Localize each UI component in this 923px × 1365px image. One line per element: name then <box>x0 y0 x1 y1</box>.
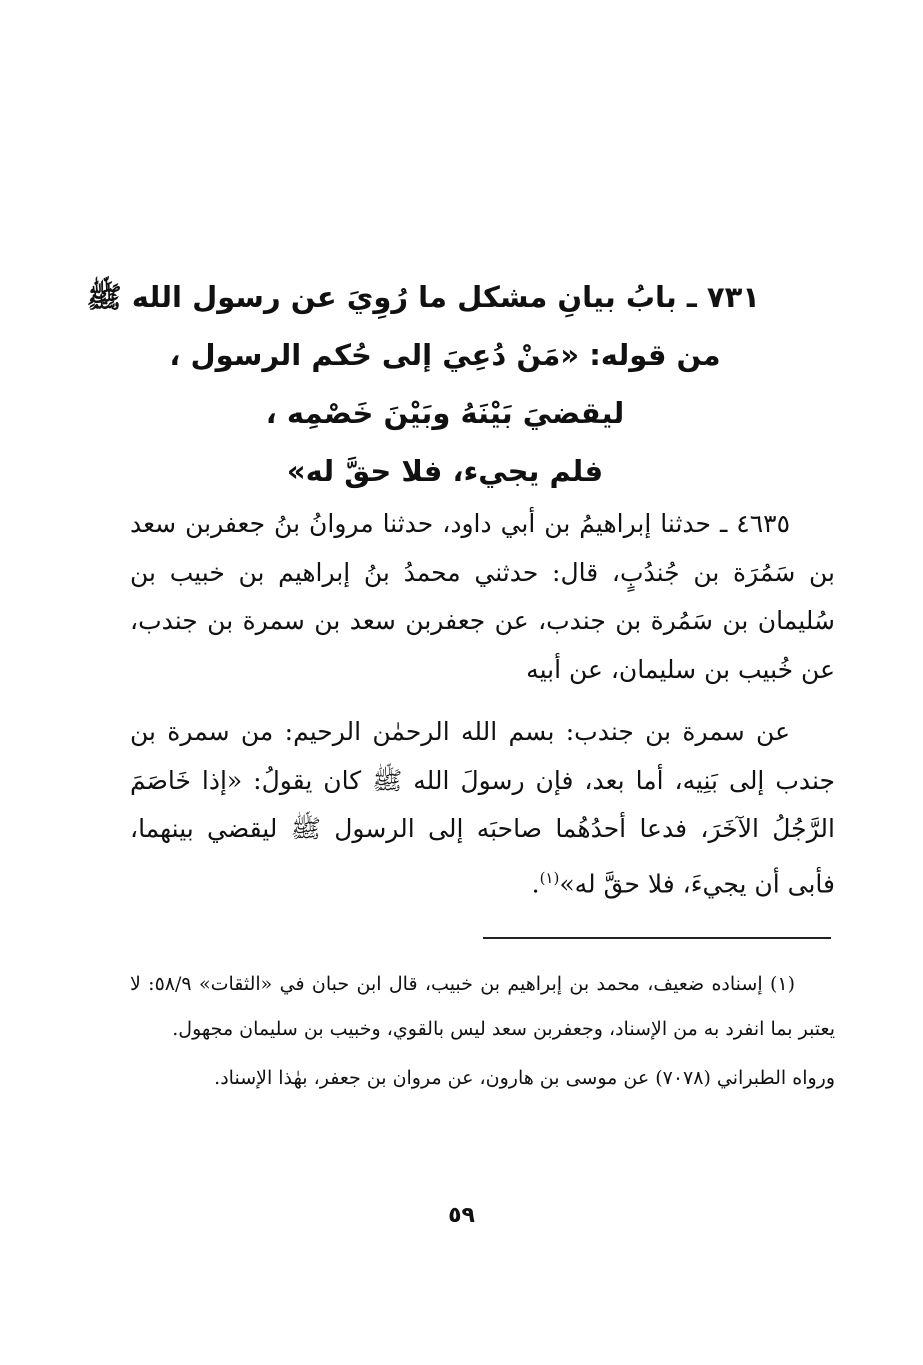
chapter-heading <box>86 268 760 500</box>
footnote-divider <box>483 937 831 939</box>
isnad-text: ٤٦٣٥ ـ حدثنا إبراهيمُ بن أبي داود، حدثنا مروانُ بنُ جعفربن سعد بن سَمُرَة بن جُندُبٍ، قال: حدثني محمدُ بنُ إبراهيم بن خبيب بن سُليمان بن سَمُرة بن جندب، عن جعفربن سعد بن سمرة بن جندب، عن خُبيب بن سليمان، عن أبيه <box>130 509 835 684</box>
footnotes <box>130 962 835 1101</box>
matn-paragraph: عن سمرة بن جندب: بسم الله الرحمٰن الرحيم: من سمرة بن جندب إلى بَنِيه، أما بعد، فإن رسولَ الله ﷺ كان يقولُ: «إذا خَاصَمَ الرَّجُلُ الآخَرَ، فدعا أحدُهُما صاحبَه إلى الرسول ﷺ ليقضي بينهما، فأبى أن يجيءَ، فلا حقَّ له»$^{(١)}$. <box>130 717 835 898</box>
hadith-matn <box>130 708 835 908</box>
footnote-reference[interactable]: (١) <box>539 868 560 887</box>
chapter-title-line: ٧٣١ ـ بابُ بيانِ مشكل ما رُوِيَ عن رسول الله ﷺ <box>86 280 760 314</box>
hadith-isnad <box>130 500 835 694</box>
footnote-text: (١) إسناده ضعيف، محمد بن إبراهيم بن خبيب، قال ابن حبان في «الثقات» ٥٨/٩: لا يعتبر بما انفرد به من الإسناد، وجعفربن سعد ليس بالقوي، وخبيب بن سليمان مجهول. <box>130 973 835 1040</box>
chapter-title-line: من قوله: «مَنْ دُعِيَ إلى حُكم الرسول ، <box>169 338 721 372</box>
chapter-title-line: فلم يجيء، فلا حقَّ له» <box>286 454 604 488</box>
page-number: ٥٩ <box>448 1203 475 1228</box>
matn-text: عن سمرة بن جندب: بسم الله الرحمٰن الرحيم: من سمرة بن جندب إلى بَنِيه، أما بعد، فإن رسولَ الله ﷺ كان يقولُ: «إذا خَاصَمَ الرَّجُلُ الآخَرَ، فدعا أحدُهُما صاحبَه إلى الرسول ﷺ ليقضي بينهما، فأبى أن يجيءَ، فلا حقَّ له» <box>130 717 835 898</box>
footnote-text: ورواه الطبراني (٧٠٧٨) عن موسى بن هارون، عن مروان بن جعفر، بهٰذا الإسناد. <box>214 1067 835 1089</box>
chapter-title-line: ليقضيَ بَيْنَهُ وبَيْنَ خَصْمِه ، <box>265 396 625 430</box>
